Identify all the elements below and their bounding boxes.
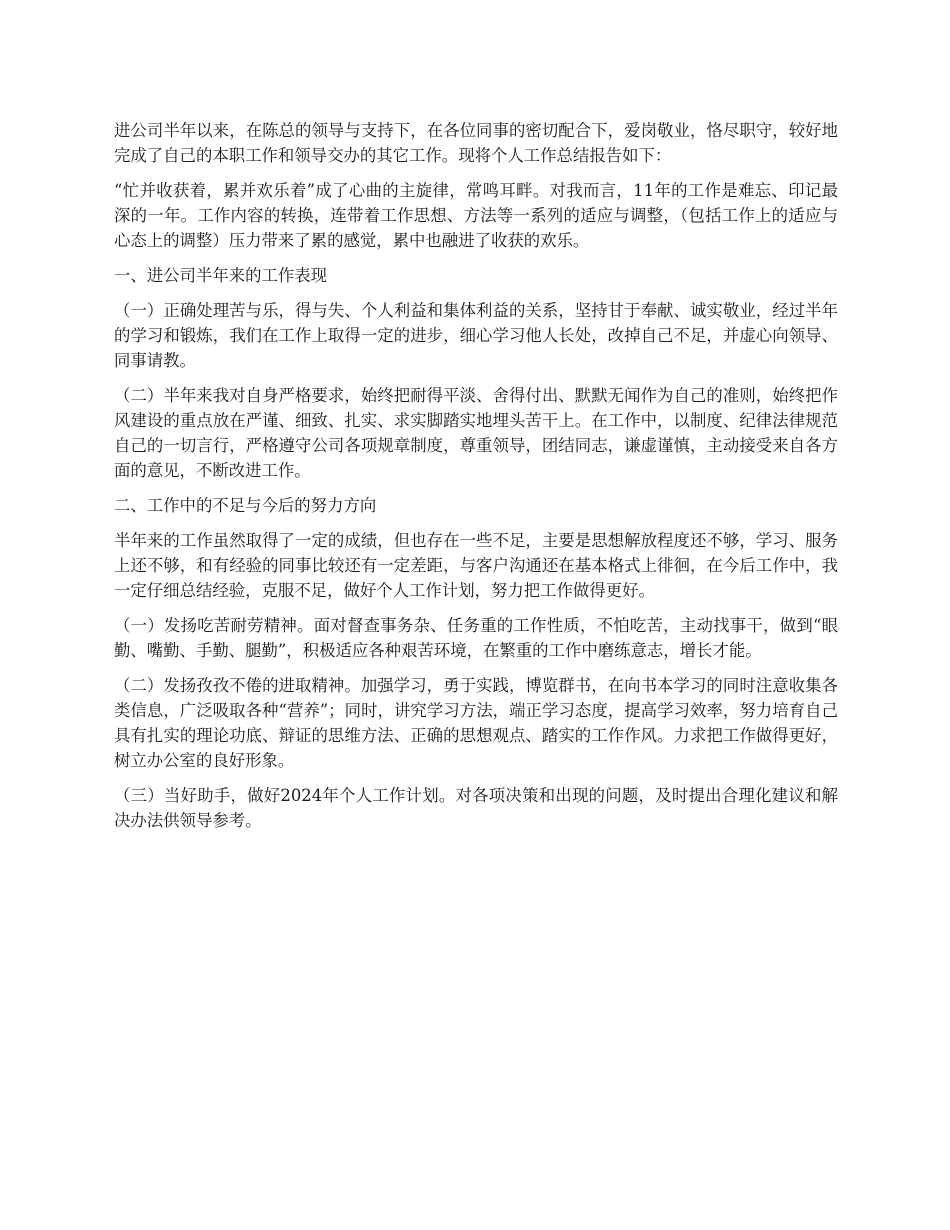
performance-item-2: （二）半年来我对自身严格要求，始终把耐得平淡、舍得付出、默默无闻作为自己的准则，始终把作风建设的重点放在严谨、细致、扎实、求实脚踏实地埋头苦干上。在工作中，以制度、纪律法律规范自己的一切言行，严格遵守公司各项规章制度，尊重领导，团结同志，谦虚谨慎，主动接受来自各方面的意见，不断改进工作。 xyxy=(114,386,838,480)
shortcomings-paragraph: 半年来的工作虽然取得了一定的成绩，但也存在一些不足，主要是思想解放程度还不够，学习、服务上还不够，和有经验的同事比较还有一定差距，与客户沟通还在基本格式上徘徊，在今后工作中，我一定仔细总结经验，克服不足，做好个人工作计划，努力把工作做得更好。 xyxy=(114,531,838,600)
performance-item-1: （一）正确处理苦与乐，得与失、个人利益和集体利益的关系，坚持甘于奉献、诚实敬业，经过半年的学习和锻炼，我们在工作上取得一定的进步，细心学习他人长处，改掉自己不足，并虚心向领导、同事请教。 xyxy=(114,301,838,370)
improvement-item-3: （三）当好助手，做好2024年个人工作计划。对各项决策和出现的问题，及时提出合理化建议和解决办法供领导参考。 xyxy=(114,786,838,830)
improvement-item-2: （二）发扬孜孜不倦的进取精神。加强学习，勇于实践，博览群书，在向书本学习的同时注意收集各类信息，广泛吸取各种“营养”；同时，讲究学习方法，端正学习态度，提高学习效率，努力培育自己具有扎实的理论功底、辩证的思维方法、正确的思想观点、踏实的工作作风。力求把工作做得更好，树立办公室的良好形象。 xyxy=(114,676,838,770)
improvement-item-1: （一）发扬吃苦耐劳精神。面对督查事务杂、任务重的工作性质，不怕吃苦，主动找事干，做到“眼勤、嘴勤、手勤、腿勤”，积极适应各种艰苦环境，在繁重的工作中磨练意志，增长才能。 xyxy=(114,616,838,660)
section-heading-performance: 一、进公司半年来的工作表现 xyxy=(114,266,328,285)
section-heading-shortcomings: 二、工作中的不足与今后的努力方向 xyxy=(114,496,377,515)
intro-paragraph: 进公司半年以来，在陈总的领导与支持下，在各位同事的密切配合下，爱岗敬业，恪尽职守，较好地完成了自己的本职工作和领导交办的其它工作。现将个人工作总结报告如下： xyxy=(114,121,838,165)
reflection-paragraph: “忙并收获着，累并欢乐着”成了心曲的主旋律，常鸣耳畔。对我而言，11年的工作是难忘、印记最深的一年。工作内容的转换，连带着工作思想、方法等一系列的适应与调整，（包括工作上的适应与心态上的调整）压力带来了累的感觉，累中也融进了收获的欢乐。 xyxy=(114,181,838,250)
document-body xyxy=(114,118,838,843)
